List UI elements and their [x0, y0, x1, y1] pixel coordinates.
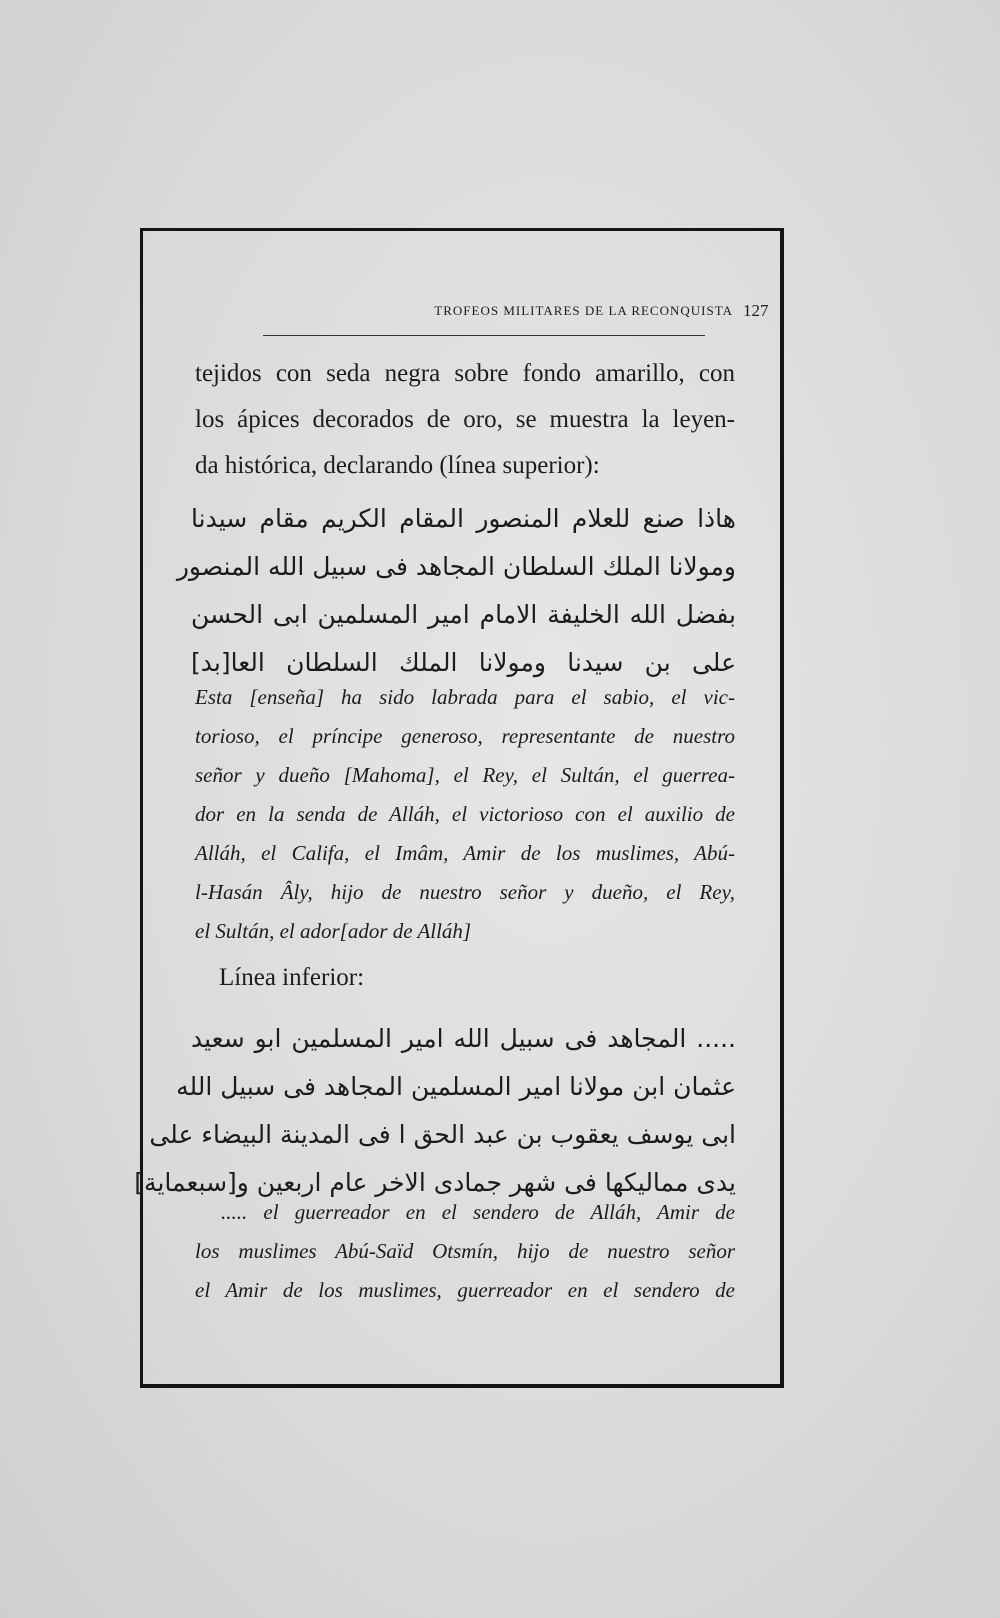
arabic-line: يدى مماليكها فى شهر جمادى الاخر عام اربعين و[سبعماية]: [134, 1168, 736, 1197]
translation-line: señor y dueño [Mahoma], el Rey, el Sultán, el guerrea-: [195, 763, 735, 787]
arabic-line: ..... المجاهد فى سبيل الله امير المسلمين ابو سعيد: [191, 1024, 736, 1053]
translation-line: el Sultán, el ador[ador de Alláh]: [195, 919, 472, 943]
translation-line: torioso, el príncipe generoso, representante de nuestro: [195, 724, 735, 748]
lower-line-caption: Línea inferior:: [219, 964, 365, 991]
translation-lower: [195, 1193, 735, 1310]
arabic-line: ومولانا الملك السلطان المجاهد فى سبيل الله المنصور: [176, 552, 736, 581]
arabic-line: بفضل الله الخليفة الامام امير المسلمين ابى الحسن: [191, 600, 736, 629]
translation-upper: [195, 678, 735, 951]
translation-line: los muslimes Abú-Saïd Otsmín, hijo de nuestro señor: [195, 1239, 735, 1263]
arabic-inscription-upper: [176, 495, 736, 687]
page-frame: [134, 228, 784, 1388]
arabic-line: هاذا صنع للعلام المنصور المقام الكريم مقام سيدنا: [191, 504, 736, 533]
translation-line: el Amir de los muslimes, guerreador en el sendero de: [195, 1278, 735, 1302]
translation-line: dor en la senda de Alláh, el victorioso con el auxilio de: [195, 802, 735, 826]
arabic-line: ابى يوسف يعقوب بن عبد الحق ا فى المدينة البيضاء على: [149, 1120, 736, 1149]
intro-line: da histórica, declarando (línea superior):: [195, 452, 600, 479]
translation-line: Esta [enseña] ha sido labrada para el sabio, el vic-: [195, 685, 735, 709]
arabic-line: على بن سيدنا ومولانا الملك السلطان العا[بد]: [191, 648, 736, 677]
header-rule: [263, 335, 705, 336]
intro-line: los ápices decorados de oro, se muestra la leyen-: [195, 406, 735, 433]
page-number: 127: [743, 301, 769, 320]
translation-line: l-Hasán Âly, hijo de nuestro señor y dueño, el Rey,: [195, 880, 735, 904]
translation-line: ..... el guerreador en el sendero de Alláh, Amir de: [221, 1200, 735, 1224]
arabic-line: عثمان ابن مولانا امير المسلمين المجاهد فى سبيل الله: [176, 1072, 736, 1101]
intro-line: tejidos con seda negra sobre fondo amarillo, con: [195, 360, 735, 387]
running-title: TROFEOS MILITARES DE LA RECONQUISTA: [434, 303, 733, 318]
arabic-inscription-lower: [134, 1015, 736, 1207]
intro-paragraph: [195, 351, 735, 489]
translation-line: Alláh, el Califa, el Imâm, Amir de los muslimes, Abú-: [195, 841, 735, 865]
